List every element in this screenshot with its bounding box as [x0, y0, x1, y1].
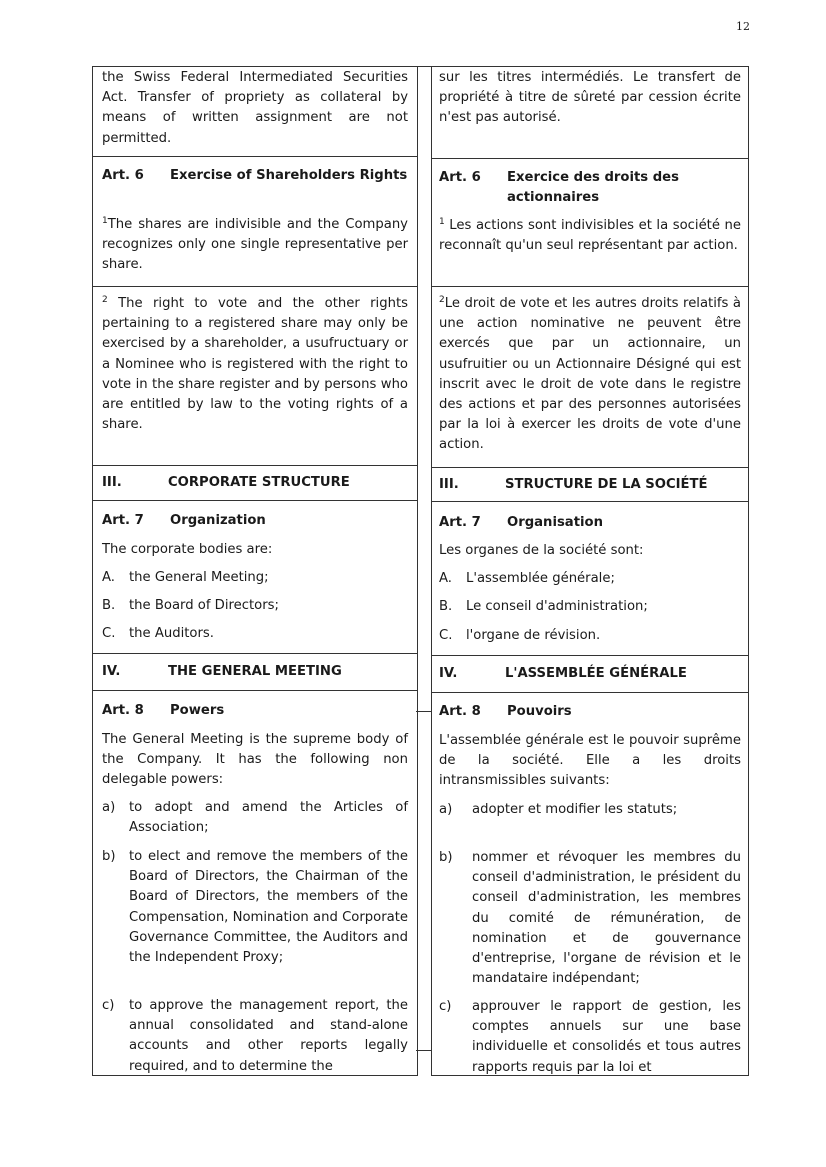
item-marker: a)	[439, 802, 453, 817]
fr-art7-item	[439, 626, 741, 646]
article-number: Art. 7	[439, 515, 481, 530]
en-art6-paragraph-2	[102, 294, 408, 435]
row-divider	[92, 653, 418, 654]
item-marker: c)	[102, 998, 115, 1013]
section-number: IV.	[439, 666, 458, 681]
item-marker: C.	[439, 628, 453, 643]
paragraph-text: The shares are indivisible and the Company recognizes only one single representative per share.	[102, 217, 408, 273]
article-number: Art. 7	[102, 513, 144, 528]
column-connector	[416, 1050, 431, 1051]
en-art8-heading	[102, 701, 408, 721]
section-title: THE GENERAL MEETING	[168, 664, 342, 679]
item-text: the Board of Directors;	[129, 598, 279, 613]
row-divider	[92, 690, 418, 691]
en-art8-item	[102, 996, 408, 1077]
row-divider	[92, 500, 418, 501]
fr-art8-item	[439, 848, 741, 989]
paragraph-number: 2	[102, 295, 108, 305]
en-art7-item	[102, 596, 408, 616]
article-title: Exercise of Shareholders Rights	[170, 168, 408, 183]
item-text: to adopt and amend the Articles of Association;	[129, 800, 408, 836]
row-divider	[431, 467, 749, 468]
paragraph-number: 1	[102, 216, 108, 226]
article-title: Organisation	[507, 515, 603, 530]
item-text: adopter et modifier les statuts;	[472, 802, 678, 817]
article-number: Art. 8	[102, 703, 144, 718]
item-text: to elect and remove the members of the Board of Directors, the Chairman of the Board of Directors, the members of the Compensation, Nomination and Corporate Governance Committee, the Auditors and the Independent Proxy;	[129, 849, 408, 966]
article-title: Powers	[170, 703, 225, 718]
item-marker: a)	[102, 800, 116, 815]
fr-art8-item	[439, 800, 741, 820]
en-art7-item	[102, 624, 408, 644]
en-art7-intro: The corporate bodies are:	[102, 542, 273, 557]
fr-art6-paragraph-1	[439, 216, 741, 256]
section-number: III.	[102, 475, 122, 490]
fr-section-4-heading	[439, 664, 741, 684]
article-title: Pouvoirs	[507, 704, 572, 719]
row-divider	[431, 692, 749, 693]
section-number: IV.	[102, 664, 121, 679]
item-text: nommer et révoquer les membres du conseil d'administration, le président du conseil d'administration, les membres du comité de rémunération, de nomination et de gouvernance d'entreprise, l'organe de révision et le mandataire indépendant;	[472, 850, 741, 987]
paragraph-text: Le droit de vote et les autres droits relatifs à une action nominative ne peuvent être exercés que par un actionnaire, un usufruitier ou un Actionnaire Désigné qui est inscrit avec le droit de vote dans le registre des actions et par des personnes autorisées par la loi à exercer les droits de vote d'une action.	[439, 296, 741, 453]
item-marker: b)	[439, 850, 453, 865]
article-number: Art. 8	[439, 704, 481, 719]
fr-art7-heading	[439, 513, 741, 533]
en-continuation-paragraph: the Swiss Federal Intermediated Securities Act. Transfer of propriety as collateral by means of written assignment are not permitted.	[102, 70, 408, 146]
fr-art6-paragraph-2	[439, 294, 741, 456]
item-marker: A.	[102, 570, 115, 585]
row-divider	[431, 655, 749, 656]
fr-art7-item	[439, 597, 741, 617]
section-title: L'ASSEMBLÉE GÉNÉRALE	[505, 666, 687, 681]
paragraph-text: The right to vote and the other rights pertaining to a registered share may only be exercised by a shareholder, a usufructuary or a Nominee who is registered with the right to vote in the share register and by persons who are entitled by law to the voting rights of a share.	[102, 296, 408, 433]
item-marker: B.	[102, 598, 116, 613]
section-title: STRUCTURE DE LA SOCIÉTÉ	[505, 477, 708, 492]
column-connector	[416, 66, 431, 67]
row-divider	[431, 501, 749, 502]
item-text: approuver le rapport de gestion, les comptes annuels sur une base individuelle et consolidés et tous autres rapports requis par la loi et	[472, 999, 741, 1075]
item-text: to approve the management report, the annual consolidated and stand-alone accounts and other reports legally required, and to determine the	[129, 998, 408, 1074]
row-divider	[431, 66, 749, 67]
paragraph-number: 2	[439, 295, 445, 305]
item-text: l'organe de révision.	[466, 628, 601, 643]
en-art6-heading	[102, 166, 408, 186]
item-text: L'assemblée générale;	[466, 571, 615, 586]
article-number: Art. 6	[439, 170, 481, 185]
fr-art7-item	[439, 569, 741, 589]
en-art8-item	[102, 798, 408, 838]
row-divider	[92, 465, 418, 466]
row-divider	[92, 66, 418, 67]
paragraph-number: 1	[439, 217, 445, 227]
fr-art8-item	[439, 997, 741, 1078]
fr-art7-intro: Les organes de la société sont:	[439, 543, 644, 558]
article-title: Organization	[170, 513, 266, 528]
fr-art6-heading	[439, 168, 741, 208]
column-connector	[416, 711, 431, 712]
item-marker: c)	[439, 999, 452, 1014]
row-divider	[92, 156, 418, 157]
en-art7-item	[102, 568, 408, 588]
en-art6-paragraph-1	[102, 215, 408, 276]
section-number: III.	[439, 477, 459, 492]
section-title: CORPORATE STRUCTURE	[168, 475, 350, 490]
row-divider	[431, 158, 749, 159]
fr-art8-intro: L'assemblée générale est le pouvoir suprême de la société. Elle a les droits intransmissibles suivants:	[439, 733, 741, 789]
fr-section-3-heading	[439, 475, 741, 495]
item-marker: A.	[439, 571, 452, 586]
item-marker: b)	[102, 849, 116, 864]
article-number: Art. 6	[102, 168, 144, 183]
en-section-3-heading	[102, 473, 408, 493]
item-marker: C.	[102, 626, 116, 641]
paragraph-text: Les actions sont indivisibles et la société ne reconnaît qu'un seul représentant par action.	[439, 218, 741, 254]
en-section-4-heading	[102, 662, 408, 682]
row-divider	[92, 286, 418, 287]
en-art8-item	[102, 847, 408, 968]
article-title: Exercice des droits des actionnaires	[507, 170, 679, 206]
row-divider	[431, 286, 749, 287]
item-marker: B.	[439, 599, 453, 614]
en-art7-heading	[102, 511, 408, 531]
fr-continuation-paragraph: sur les titres intermédiés. Le transfert de propriété à titre de sûreté par cession écrite n'est pas autorisé.	[439, 70, 741, 126]
item-text: the Auditors.	[129, 626, 214, 641]
page-number: 12	[736, 20, 750, 33]
fr-art8-heading	[439, 702, 741, 722]
item-text: Le conseil d'administration;	[466, 599, 648, 614]
en-art8-intro: The General Meeting is the supreme body of the Company. It has the following non delegable powers:	[102, 732, 408, 788]
item-text: the General Meeting;	[129, 570, 269, 585]
